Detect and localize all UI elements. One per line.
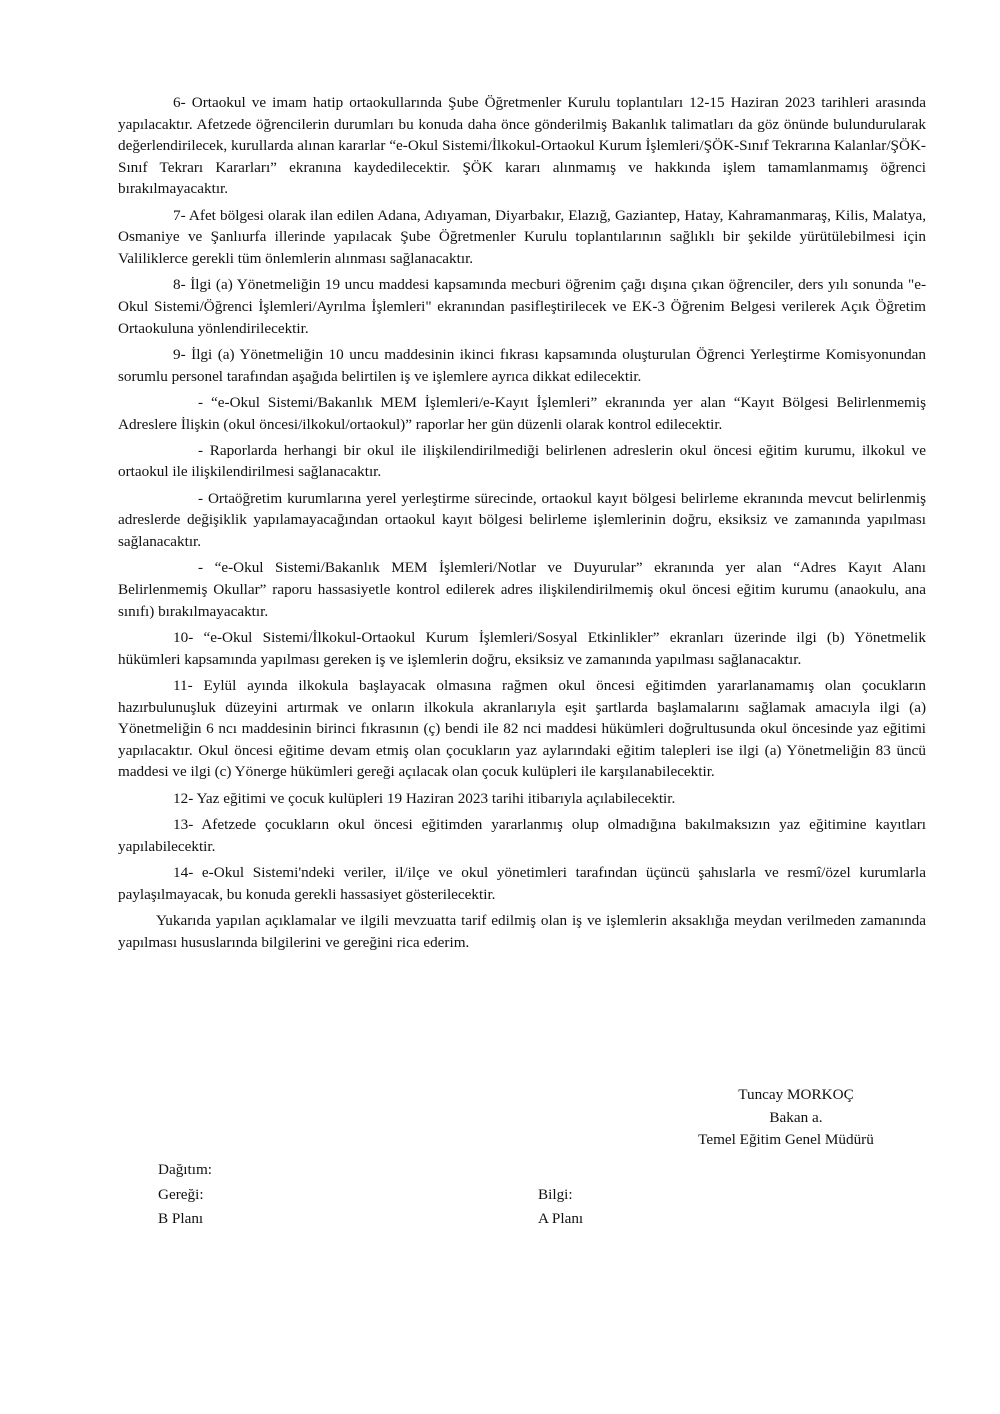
bullet-item-4: - “e-Okul Sistemi/Bakanlık MEM İşlemleri/Notlar ve Duyurular” ekranında yer alan “Adres Kayıt Alanı Belirlenmemiş Okullar” raporu hassasiyetle kontrol edilerek adres ilişkilendirilmemiş okul öncesi eğitim kurumu (anaokulu, ana sınıfı) bırakılmayacaktır.: [118, 559, 926, 620]
closing-paragraph: Yukarıda yapılan açıklamalar ve ilgili mevzuatta tarif edilmiş olan iş ve işlemlerin aksaklığa meydan verilmeden zamanında yapılması hususlarında bilgilerini ve gereğini rica ederim.: [118, 912, 926, 951]
paragraph-6: 6- Ortaokul ve imam hatip ortaokullarında Şube Öğretmenler Kurulu toplantıları 12-15 Haziran 2023 tarihleri arasında yapılacaktır. Afetzede öğrencilerin durumları bu konuda daha önce gönderilmiş Bakanlık talimatları da göz önünde bulundurularak değerlendirilecek, kurullarda alınan kararlar “e-Okul Sistemi/İlkokul-Ortaokul Kurum İşlemleri/ŞÖK-Sınıf Tekrarına Kalanlar/ŞÖK-Sınıf Tekrarı Kararları” ekranına kaydedilecektir. ŞÖK kararı alınmamış ve hakkında işlem tamamlanmamış öğrenci bırakılmayacaktır.: [118, 94, 926, 198]
paragraph-13: 13- Afetzede çocukların okul öncesi eğitimden yararlanmış olup olmadığına bakılmaksızın yaz eğitimine kayıtları yapılabilecektir.: [118, 816, 926, 855]
distribution-block: [158, 1158, 738, 1232]
distribution-left-value: B Planı: [158, 1210, 204, 1227]
paragraph-7: 7- Afet bölgesi olarak ilan edilen Adana, Adıyaman, Diyarbakır, Elazığ, Gaziantep, Hatay, Kahramanmaraş, Kilis, Malatya, Osmaniye ve Şanlıurfa illerinde yapılacak Şube Öğretmenler Kurulu toplantılarının sağlıklı bir şekilde yürütülebilmesi için Valiliklerce gerekli tüm önlemlerin alınması sağlanacaktır.: [118, 206, 926, 267]
bullet-item-2: - Raporlarda herhangi bir okul ile ilişkilendirilmediği belirlenen adreslerin okul öncesi eğitim kurumu, ilkokul ve ortaokul ile ilişkilendirilmesi sağlanacaktır.: [118, 441, 926, 481]
distribution-right-value: A Planı: [538, 1210, 584, 1227]
distribution-title: Dağıtım:: [158, 1161, 212, 1178]
signatory-title-line: Bakan a.: [769, 1108, 823, 1126]
bullet-item-1: - “e-Okul Sistemi/Bakanlık MEM İşlemleri/e-Kayıt İşlemleri” ekranında yer alan “Kayıt Bölgesi Belirlenmemiş Adreslere İlişkin (okul öncesi/ilkokul/ortaokul)” raporlar her gün düzenli olarak kontrol edilecektir.: [118, 393, 926, 433]
distribution-right-label: Bilgi:: [538, 1185, 573, 1203]
signatory-position: Temel Eğitim Genel Müdürü: [698, 1131, 874, 1148]
paragraph-8: 8- İlgi (a) Yönetmeliğin 19 uncu maddesi kapsamında mecburi öğrenim çağı dışına çıkan öğrenciler, ders yılı sonunda "e-Okul Sistemi/Öğrenci İşlemleri/Ayrılma İşlemleri" ekranından pasifleştirilecek ve EK-3 Öğrenim Belgesi verilerek Açık Öğretim Ortaokuluna yönlendirilecektir.: [118, 276, 926, 337]
bullet-item-3: - Ortaöğretim kurumlarına yerel yerleştirme sürecinde, ortaokul kayıt bölgesi belirleme ekranında mevcut belirlenmiş adreslerde değişiklik yapılamayacağından ortaokul kayıt bölgesi belirleme işlemlerinin doğru, eksiksiz ve zamanında yapılması sağlanacaktır.: [118, 489, 926, 551]
paragraph-12: 12- Yaz eğitimi ve çocuk kulüpleri 19 Haziran 2023 tarihi itibarıyla açılabilecektir.: [173, 789, 676, 807]
distribution-left-label: Gereği:: [158, 1185, 204, 1203]
paragraph-10: 10- “e-Okul Sistemi/İlkokul-Ortaokul Kurum İşlemleri/Sosyal Etkinlikler” ekranları üzerinde ilgi (b) Yönetmelik hükümleri kapsamında yapılması gereken iş ve işlemlerin doğru, eksiksiz ve zamanında yapılması sağlanacaktır.: [118, 629, 926, 668]
paragraph-9: 9- İlgi (a) Yönetmeliğin 10 uncu maddesinin ikinci fıkrası kapsamında oluşturulan Öğrenci Yerleştirme Komisyonundan sorumlu personel tarafından aşağıda belirtilen iş ve işlemlere ayrıca dikkat edilecektir.: [118, 345, 926, 385]
signatory-name: Tuncay MORKOÇ: [738, 1086, 854, 1103]
signature-block: [656, 1084, 916, 1152]
document-body: [118, 92, 926, 958]
paragraph-11: 11- Eylül ayında ilkokula başlayacak olmasına rağmen okul öncesi eğitimden yararlanamamış olan çocukların hazırbulunuşluk düzeyini artırmak ve onların ilkokula akranlarıyla eşit şartlarda başlamalarını sağlamak amacıyla ilgi (a) Yönetmeliğin 6 ncı maddesinin birinci fıkrasının (ç) bendi ile 82 nci maddesi hükümleri doğrultusunda okul öncesinde yaz eğitimi yapılacaktır. Okul öncesi eğitime devam etmiş olan çocukların yaz aylarındaki eğitim talepleri ise ilgi (a) Yönetmeliğin 83 üncü maddesi ve ilgi (c) Yönerge hükümleri gereği açılacak olan çocuk kulüpleri ile karşılanabilecektir.: [118, 677, 926, 781]
paragraph-14: 14- e-Okul Sistemi'ndeki veriler, il/ilçe ve okul yönetimleri tarafından üçüncü şahıslarla ve resmî/özel kurumlarla paylaşılmayacak, bu konuda gerekli hassasiyet gösterilecektir.: [118, 864, 926, 903]
